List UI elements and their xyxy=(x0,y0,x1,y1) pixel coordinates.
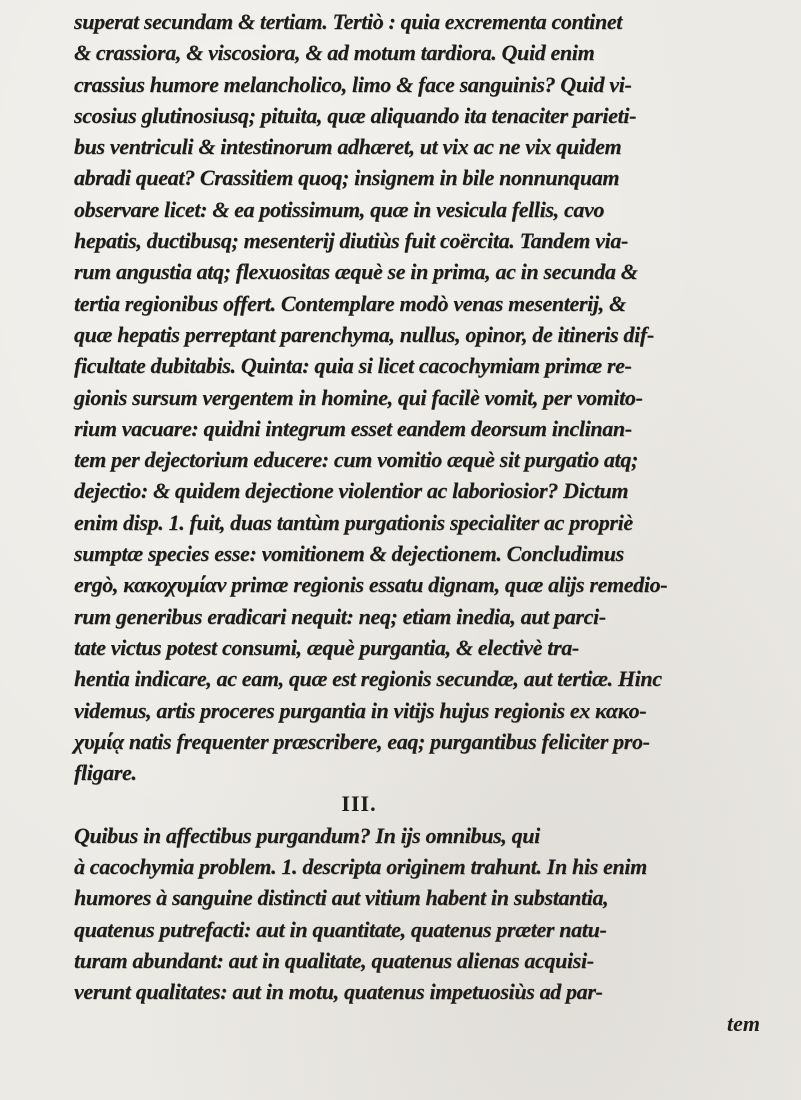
text-line-25: fligare. xyxy=(74,760,137,786)
section-heading: III. xyxy=(341,791,377,817)
text-line-6: abradi queat? Crassitiem quoq; insignem in bile nonnunquam xyxy=(74,165,620,191)
text-line-10: tertia regionibus offert. Contemplare modò venas mesenterij, & xyxy=(74,290,626,316)
text-line-21: tate victus potest consumi, æquè purgantia, & electivè tra- xyxy=(74,634,579,660)
catchword: tem xyxy=(727,1010,760,1036)
text-line-26: Quibus in affectibus purgandum? In ijs omnibus, qui xyxy=(74,822,540,848)
text-line-3: crassius humore melancholico, limo & face sanguinis? Quid vi- xyxy=(74,71,632,97)
text-line-8: hepatis, ductibusq; mesenterij diutiùs fuit coërcita. Tandem via- xyxy=(74,228,628,254)
text-line-11: quæ hepatis perreptant parenchyma, nullus, opinor, de itineris dif- xyxy=(74,321,654,347)
text-line-9: rum angustia atq; flexuositas æquè se in prima, ac in secunda & xyxy=(74,259,638,285)
text-block xyxy=(74,6,774,1039)
text-line-5: bus ventriculi & intestinorum adhæret, ut vix ac ne vix quidem xyxy=(74,134,622,160)
text-line-12: ficultate dubitabis. Quinta: quia si licet cacochymiam primæ re- xyxy=(74,353,632,379)
text-line-1: superat secundam & tertiam. Tertiò : quia excrementa continet xyxy=(74,9,623,34)
text-line-22: hentia indicare, ac eam, quæ est regionis secundæ, aut tertiæ. Hinc xyxy=(74,666,662,692)
text-line-15: tem per dejectorium educere: cum vomitio æquè sit purgatio atq; xyxy=(74,447,638,473)
text-line-27: à cacochymia problem. 1. descripta originem trahunt. In his enim xyxy=(74,854,647,880)
text-line-28: humores à sanguine distincti aut vitium habent in substantia, xyxy=(74,885,609,911)
text-line-17: enim disp. 1. fuit, duas tantùm purgationis specialiter ac propriè xyxy=(74,509,633,535)
text-line-24: χυμίᾳ natis frequenter præscribere, eaq; purgantibus feliciter pro- xyxy=(74,728,650,754)
text-line-31: verunt qualitates: aut in motu, quatenus impetuosiùs ad par- xyxy=(74,979,603,1005)
text-line-7: observare licet: & ea potissimum, quæ in vesicula fellis, cavo xyxy=(74,196,605,222)
text-line-20: rum generibus eradicari nequit: neq; etiam inedia, aut parci- xyxy=(74,603,606,629)
text-line-16: dejectio: & quidem dejectione violentior ac laboriosior? Dictum xyxy=(74,478,629,504)
text-line-4: scosius glutinosiusq; pituita, quæ aliquando ita tenaciter parieti- xyxy=(74,102,637,128)
text-line-23: videmus, artis proceres purgantia in vitijs hujus regionis ex κακο- xyxy=(74,697,647,723)
text-line-13: gionis sursum vergentem in homine, qui facilè vomit, per vomito- xyxy=(74,384,643,410)
text-line-19: ergò, κακοχυμίαν primæ regionis essatu dignam, quæ alijs remedio- xyxy=(74,572,668,598)
text-line-2: & crassiora, & viscosiora, & ad motum tardiora. Quid enim xyxy=(74,40,595,66)
text-line-18: sumptæ species esse: vomitionem & dejectionem. Concludimus xyxy=(74,541,624,567)
text-line-29: quatenus putrefacti: aut in quantitate, quatenus præter natu- xyxy=(74,916,607,942)
text-line-30: turam abundant: aut in qualitate, quatenus alienas acquisi- xyxy=(74,947,594,973)
text-line-14: rium vacuare: quidni integrum esset eandem deorsum inclinan- xyxy=(74,415,632,441)
